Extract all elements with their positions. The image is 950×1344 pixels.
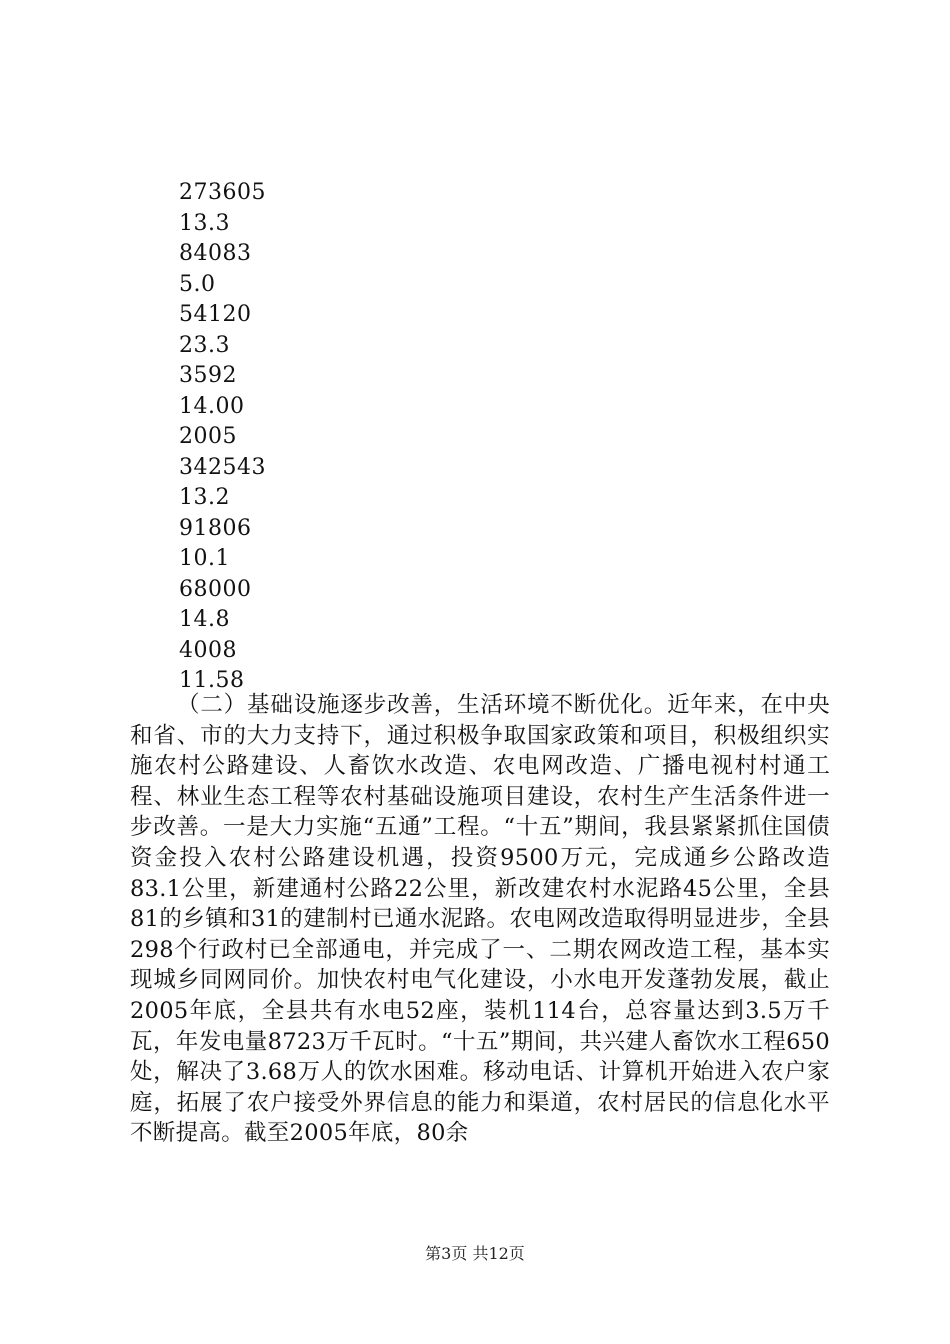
number-line: 23.3: [179, 332, 230, 358]
number-line: 84083: [179, 241, 252, 266]
number-line: 3592: [179, 363, 237, 388]
number-line: 5.0: [179, 271, 216, 297]
number-line: 4008: [179, 637, 237, 663]
number-list: [179, 178, 266, 697]
number-line: 14.8: [179, 607, 230, 632]
number-line: 342543: [179, 454, 266, 480]
number-line: 13.3: [179, 210, 230, 236]
number-line: 11.58: [179, 668, 245, 693]
body-paragraph: （二）基础设施逐步改善，生活环境不断优化。近年来，在中央和省、市的大力支持下，通过积极争取国家政策和项目，积极组织实施农村公路建设、人畜饮水改造、农电网改造、广播电视村村通工程、林业生态工程等农村基础设施项目建设，农村生产生活条件进一步改善。一是大力实施“五通”工程。“十五”期间，我县紧紧抓住国债资金投入农村公路建设机遇，投资9500万元，完成通乡公路改造83.1公里，新建通村公路22公里，新改建农村水泥路45公里，全县81的乡镇和31的建制村已通水泥路。农电网改造取得明显进步，全县298个行政村已全部通电，并完成了一、二期农网改造工程，基本实现城乡同网同价。加快农村电气化建设，小水电开发蓬勃发展，截止2005年底，全县共有水电52座，装机114台，总容量达到3.5万千瓦，年发电量8723万千瓦时。“十五”期间，共兴建人畜饮水工程650处，解决了3.68万人的饮水困难。移动电话、计算机开始进入农户家庭，拓展了农户接受外界信息的能力和渠道，农村居民的信息化水平不断提高。截至2005年底，80余: [130, 692, 830, 1147]
number-line: 14.00: [179, 393, 245, 419]
page-footer: 第3页 共12页: [425, 1244, 525, 1263]
number-line: 273605: [179, 180, 266, 205]
number-line: 10.1: [179, 546, 230, 571]
number-line: 2005: [179, 424, 237, 449]
number-line: 13.2: [179, 485, 230, 510]
number-line: 68000: [179, 576, 252, 602]
number-line: 91806: [179, 515, 252, 541]
number-line: 54120: [179, 302, 252, 327]
